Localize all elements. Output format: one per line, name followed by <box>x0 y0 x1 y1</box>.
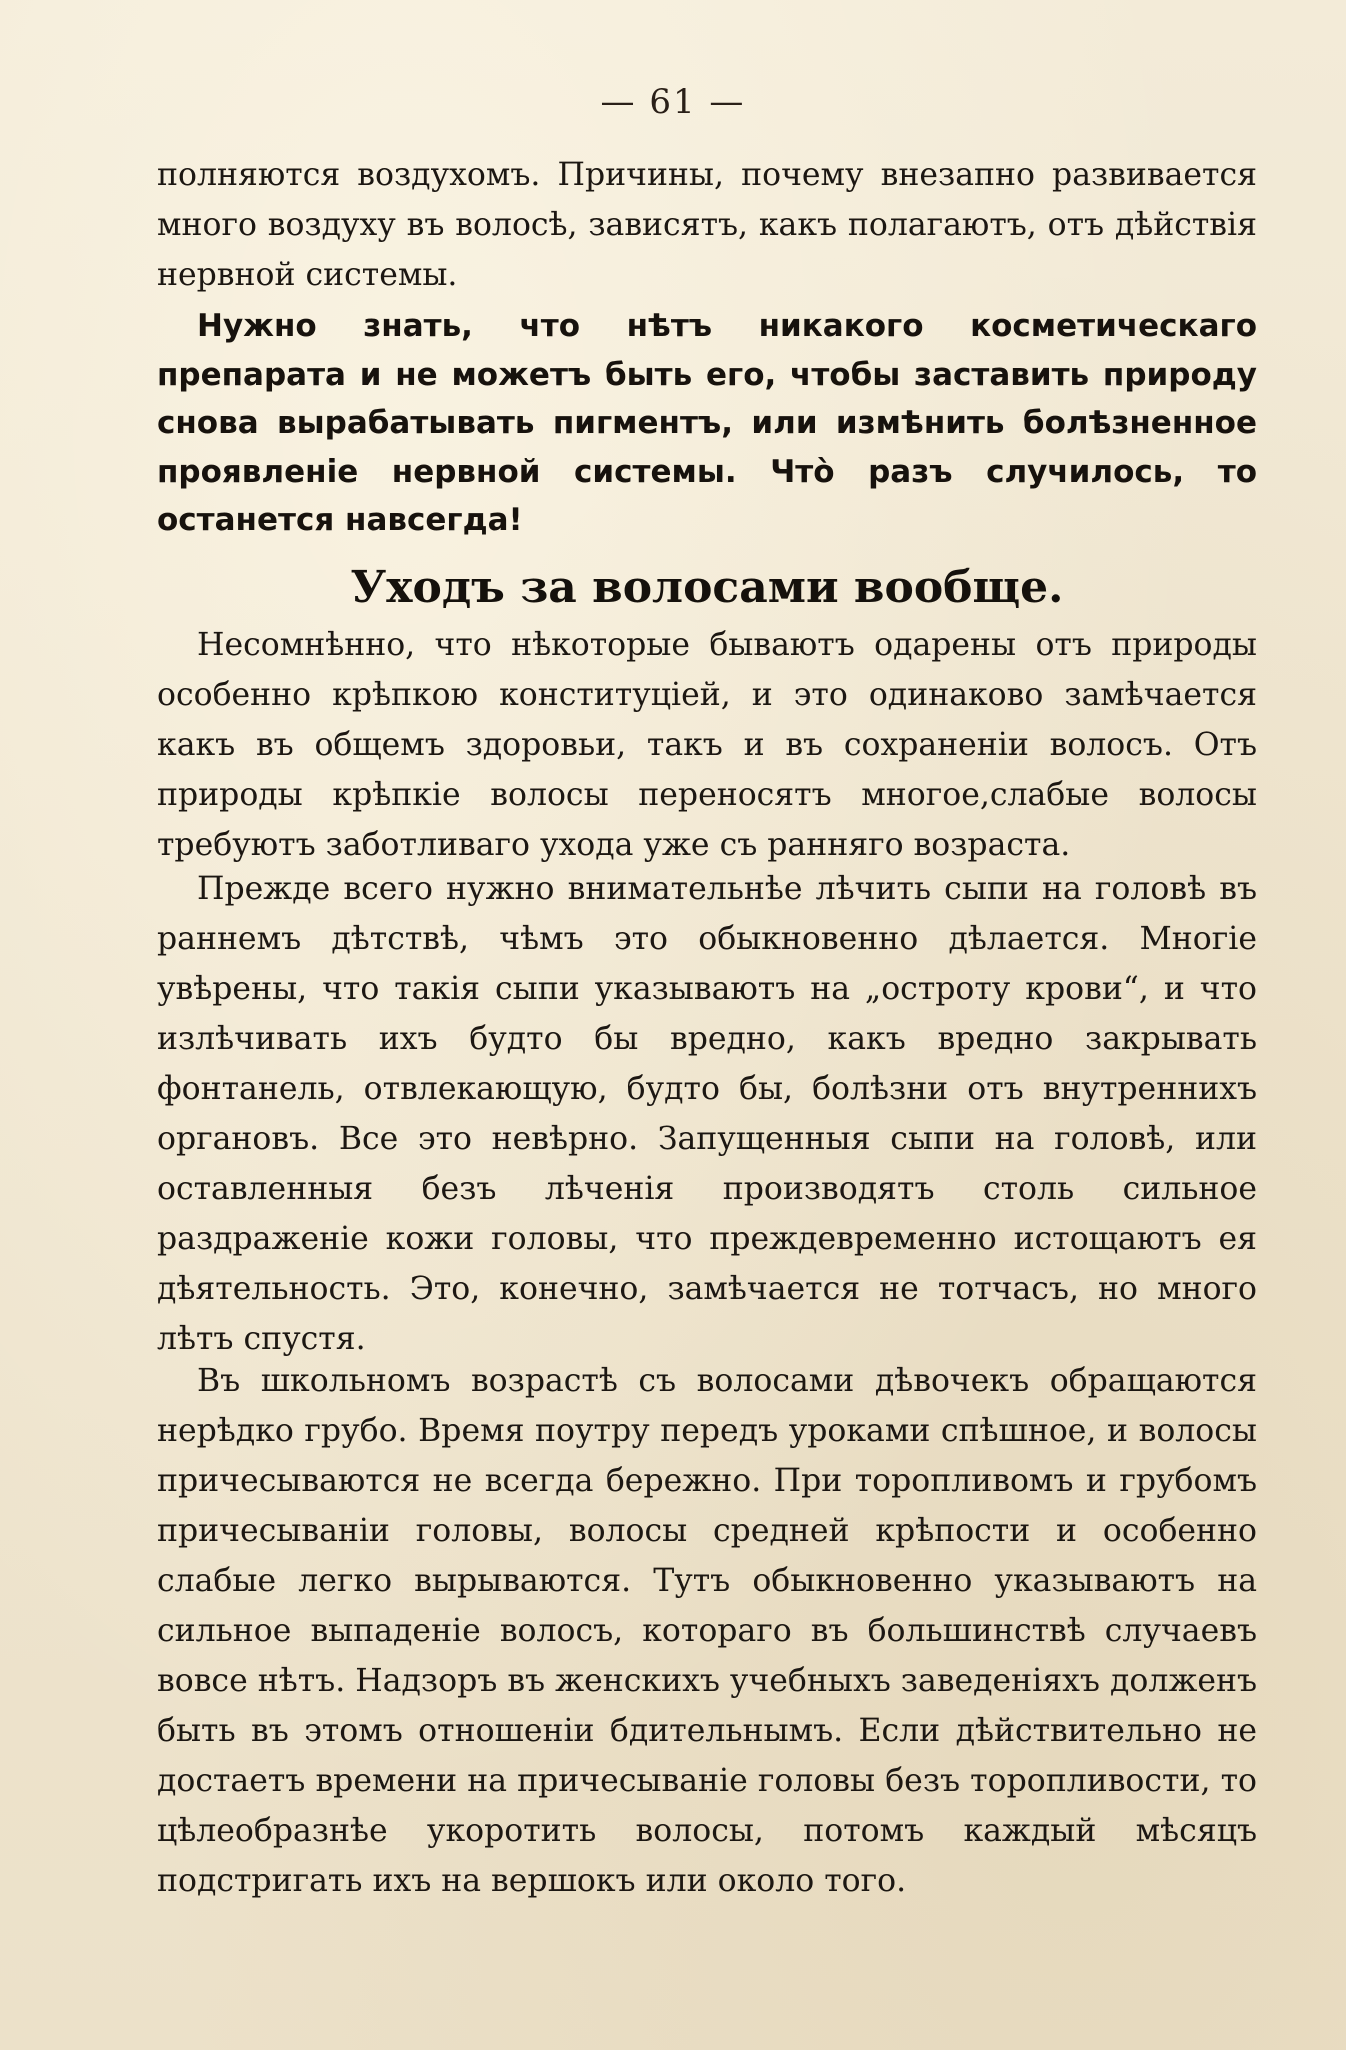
paragraph-rashes <box>157 864 1257 1364</box>
paragraph-text: Прежде всего нужно внимательнѣе лѣчить сыпи на головѣ въ раннемъ дѣтствѣ, чѣмъ это обыкновенно дѣлается. Многіе увѣрены, что такія сыпи указываютъ на „остроту крови“, и что излѣчивать ихъ будто бы вредно, какъ вредно закрывать фонтанель, отвлекающую, будто бы, болѣзни отъ внутреннихъ органовъ. Все это невѣрно. Запущенныя сыпи на головѣ, или оставленныя безъ лѣченія производятъ столь сильное раздраженіе кожи головы, что преждевременно истощаютъ ея дѣятельность. Это, конечно, замѣчается не тотчасъ, но много лѣтъ спустя. <box>157 871 1257 1357</box>
paragraph-constitution <box>157 620 1257 870</box>
paragraph-text: полняются воздухомъ. Причины, почему внезапно развивается много воздуху въ волосѣ, зависятъ, какъ полагаютъ, отъ дѣйствія нервной системы. <box>157 157 1257 293</box>
paragraph-school-age <box>157 1356 1257 1906</box>
paragraph-text: Несомнѣнно, что нѣкоторые бываютъ одарены отъ природы особенно крѣпкою конституціей, и это одинаково замѣчается какъ въ общемъ здоровьи, такъ и въ сохраненіи волосъ. Отъ природы крѣпкіе волосы переносятъ многое,слабые волосы требуютъ заботливаго ухода уже съ ранняго возраста. <box>157 627 1257 863</box>
bold-paragraph-text: Нужно знать, что нѣтъ никакого косметическаго препарата и не можетъ быть его, чтобы заставить природу снова вырабатывать пигментъ, или измѣнить болѣзненное проявленіе нервной системы. Чтò разъ случилось, то останется навсегда! <box>157 308 1257 538</box>
page-number: — 61 — <box>600 82 746 122</box>
bold-paragraph <box>157 302 1257 545</box>
paragraph-text: Въ школьномъ возрастѣ съ волосами дѣвочекъ обращаются нерѣдко грубо. Время поутру передъ уроками спѣшное, и волосы причесываются не всегда бережно. При торопливомъ и грубомъ причесываніи головы, волосы средней крѣпости и особенно слабые легко вырываются. Тутъ обыкновенно указываютъ на сильное выпаденіе волосъ, котораго въ большинствѣ случаевъ вовсе нѣтъ. Надзоръ въ женскихъ учебныхъ заведеніяхъ долженъ быть въ этомъ отношеніи бдительнымъ. Если дѣйствительно не достаетъ времени на причесываніе головы безъ торопливости, то цѣлеобразнѣе укоротить волосы, потомъ каждый мѣсяцъ подстригать ихъ на вершокъ или около того. <box>157 1363 1257 1899</box>
section-heading: Уходъ за волосами вообще. <box>350 562 1064 613</box>
paragraph-continuation <box>157 150 1257 300</box>
